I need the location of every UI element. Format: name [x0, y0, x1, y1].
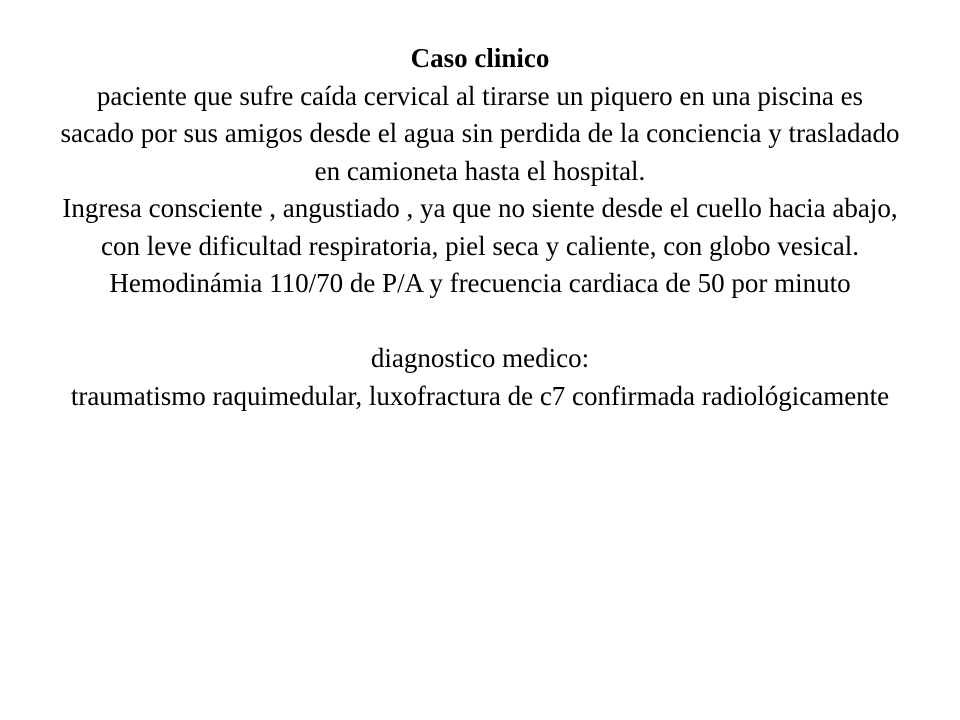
- case-description: paciente que sufre caída cervical al tirarse un piquero en una piscina es sacado por sus amigos desde el agua sin perdida de la conciencia y trasladado en camioneta hasta el hospital.: [60, 80, 900, 186]
- blank-line: [60, 303, 900, 341]
- slide-content: [60, 40, 900, 415]
- diagnosis-text: traumatismo raquimedular, luxofractura de c7 confirmada radiológicamente: [70, 380, 890, 411]
- slide-title: Caso clinico: [410, 43, 550, 73]
- admission-status: Ingresa consciente , angustiado , ya que no siente desde el cuello hacia abajo, con leve dificultad respiratoria, piel seca y caliente, con globo vesical.: [62, 193, 898, 261]
- hemodynamics-text: Hemodinámia 110/70 de P/A y frecuencia cardiaca de 50 por minuto: [109, 268, 851, 298]
- diagnosis-heading: diagnostico medico:: [370, 343, 590, 373]
